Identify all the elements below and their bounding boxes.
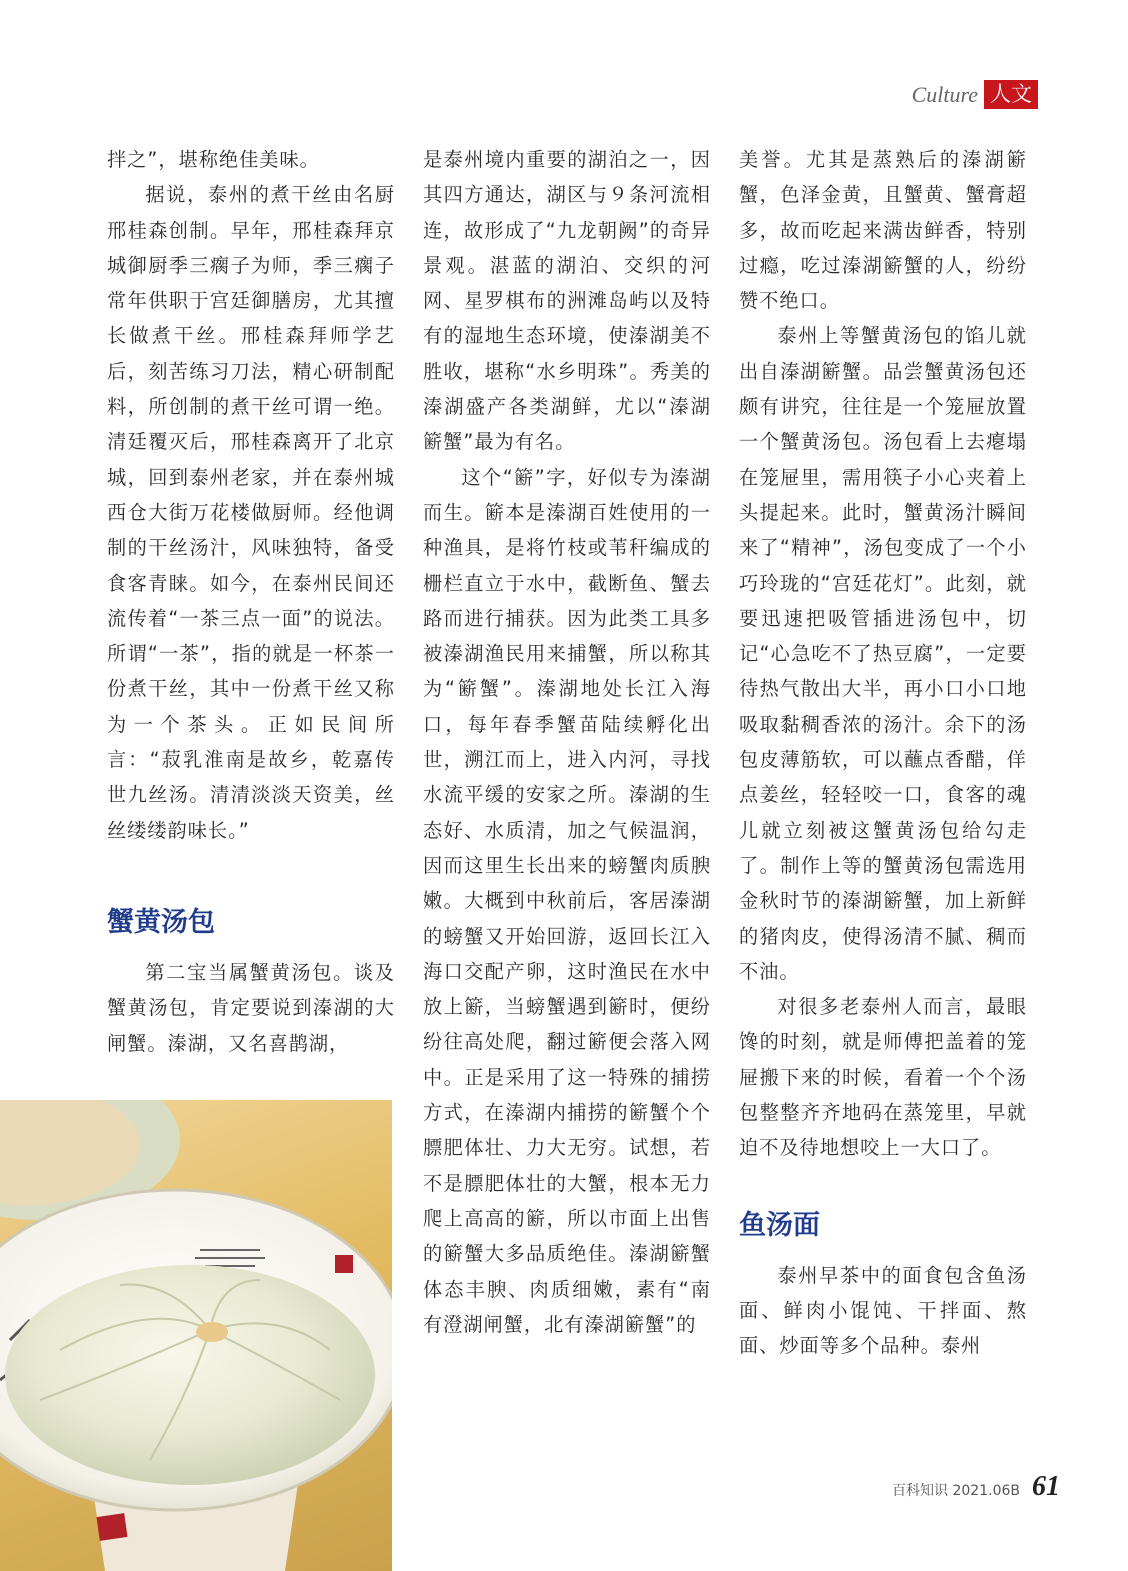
paragraph: 美誉。尤其是蒸熟后的溱湖簖蟹，色泽金黄，且蟹黄、蟹膏超多，故而吃起来满齿鲜香，特别过瘾，吃过溱湖簖蟹的人，纷纷赞不绝口。	[739, 148, 1027, 313]
paragraph: 这个“簖”字，好似专为溱湖而生。簖本是溱湖百姓使用的一种渔具，是将竹枝或苇秆编成的栅栏直立于水中，截断鱼、蟹去路而进行捕获。因为此类工具多被溱湖渔民用来捕蟹，所以称其为“簖蟹”。溱湖地处长江入海口，每年春季蟹苗陆续孵化出世，溯江而上，进入内河，寻找水流平缓的安家之所。溱湖的生态好、水质清，加之气候温润，因而这里生长出来的螃蟹肉质腴嫩。大概到中秋前后，客居溱湖的螃蟹又开始回游，返回长江入海口交配产卵，这时渔民在水中放上簖，当螃蟹遇到簖时，便纷纷往高处爬，翻过簖便会落入网中。正是采用了这一特殊的捕捞方式，在溱湖内捕捞的簖蟹个个膘肥体壮、力大无穷。试想，若不是膘肥体壮的大蟹，根本无力爬上高高的簖，所以市面上出售的簖蟹大多品质绝佳。溱湖簖蟹体态丰腴、肉质细嫩，素有“南有澄湖闸蟹，北有溱湖簖蟹”的	[423, 465, 711, 1336]
paragraph: 据说，泰州的煮干丝由名厨邢桂森创制。早年，邢桂森拜京城御厨季三瘸子为师，季三瘸子常年供职于宫廷御膳房，尤其擅长做煮干丝。邢桂森拜师学艺后，刻苦练习刀法，精心研制配料，所创制的煮干丝可谓一绝。清廷覆灭后，邢桂森离开了北京城，回到泰州老家，并在泰州城西仓大街万花楼做厨师。经他调制的干丝汤汁，风味独特，备受食客青睐。如今，在泰州民间还流传着“一茶三点一面”的说法。所谓“一茶”，指的就是一杯茶一份煮干丝，其中一份煮干丝又称为一个茶头。正如民间所言：“菽乳淮南是故乡，乾嘉传世九丝汤。清清淡淡天资美，丝丝缕缕韵味长。”	[107, 183, 395, 842]
page-footer	[892, 1471, 1060, 1503]
paragraph: 是泰州境内重要的湖泊之一，因其四方通达，湖区与９条河流相连，故形成了“九龙朝阙”的奇异景观。湛蓝的湖泊、交织的河网、星罗棋布的洲滩岛屿以及特有的湿地生态环境，使溱湖美不胜收，堪称“水乡明珠”。秀美的溱湖盛产各类湖鲜，尤以“溱湖簖蟹”最为有名。	[423, 148, 711, 454]
page-number: 61	[1032, 1471, 1060, 1502]
magazine-issue: 百科知识 2021.06B	[892, 1483, 1020, 1499]
paragraph: 第二宝当属蟹黄汤包。谈及蟹黄汤包，肯定要说到溱湖的大闸蟹。溱湖，又名喜鹊湖，	[107, 960, 395, 1055]
section-header	[912, 80, 1038, 109]
section-heading-crab-soup-bun: 蟹黄汤包	[107, 906, 215, 938]
section-label-en: Culture	[911, 81, 978, 107]
column-2	[423, 142, 711, 1342]
paragraph: 泰州早茶中的面食包含鱼汤面、鲜肉小馄饨、干拌面、熬面、炒面等多个品种。泰州	[739, 1263, 1027, 1358]
paragraph: 对很多老泰州人而言，最眼馋的时刻，就是师傅把盖着的笼屉搬下来的时候，看着一个个汤包整整齐齐地码在蒸笼里，早就迫不及待地想咬上一大口了。	[739, 995, 1027, 1160]
paragraph: 拌之”，堪称绝佳美味。	[107, 148, 320, 171]
paragraph: 泰州上等蟹黄汤包的馅儿就出自溱湖簖蟹。品尝蟹黄汤包还颇有讲究，往往是一个笼屉放置一个蟹黄汤包。汤包看上去瘪塌在笼屉里，需用筷子小心夹着上头提起来。此时，蟹黄汤汁瞬间来了“精神”，汤包变成了一个小巧玲珑的“宫廷花灯”。此刻，就要迅速把吸管插进汤包中，切记“心急吃不了热豆腐”，一定要待热气散出大半，再小口小口地吸取黏稠香浓的汤汁。余下的汤包皮薄筋软，可以蘸点香醋，佯点姜丝，轻轻咬一口，食客的魂儿就立刻被这蟹黄汤包给勾走了。制作上等的蟹黄汤包需选用金秋时节的溱湖簖蟹，加上新鲜的猪肉皮，使得汤清不腻、稠而不油。	[739, 324, 1027, 983]
column-3	[739, 142, 1027, 1364]
section-heading-fish-soup-noodles: 鱼汤面	[739, 1209, 820, 1241]
soup-dumpling-photo	[0, 1100, 392, 1571]
section-label-cn: 人文	[984, 80, 1038, 109]
column-1	[107, 142, 395, 1061]
